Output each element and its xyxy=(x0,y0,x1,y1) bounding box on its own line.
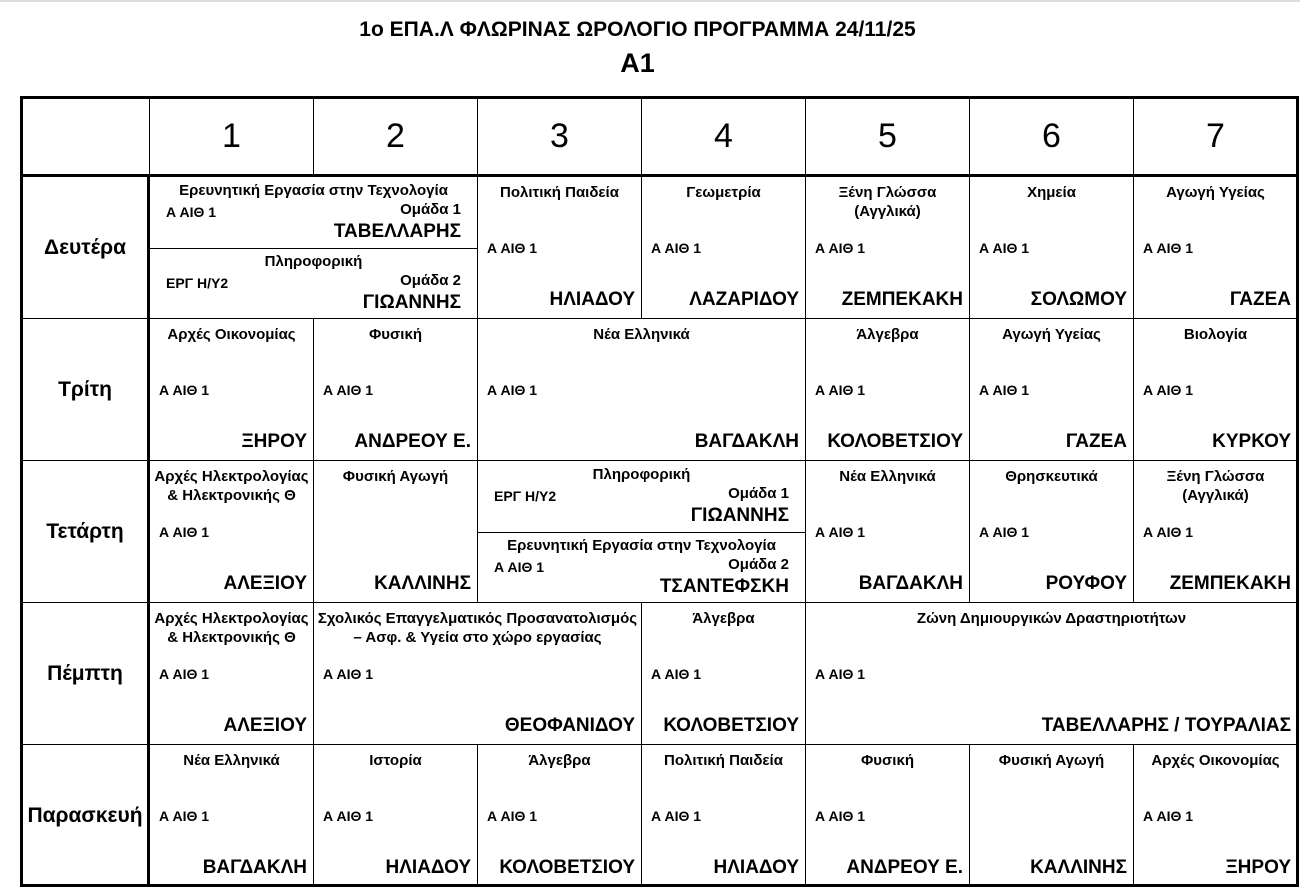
group-lesson xyxy=(150,177,477,249)
lesson-cell xyxy=(806,461,970,603)
lesson-cell xyxy=(150,461,314,603)
room-name: Α ΑΙΘ 1 xyxy=(1143,524,1194,540)
period-header: 2 xyxy=(314,99,478,177)
lesson-cell xyxy=(642,745,806,887)
room-name: Α ΑΙΘ 1 xyxy=(323,808,374,824)
period-header: 4 xyxy=(642,99,806,177)
lesson-cell xyxy=(970,461,1134,603)
room-name: Α ΑΙΘ 1 xyxy=(1143,240,1194,256)
room-name: Α ΑΙΘ 1 xyxy=(815,524,866,540)
teacher-name: ΑΛΕΞΙΟΥ xyxy=(223,573,307,594)
day-label: Τετάρτη xyxy=(23,461,150,603)
room-name: Α ΑΙΘ 1 xyxy=(159,524,210,540)
subject-name: Αγωγή Υγείας xyxy=(1002,326,1101,343)
lesson-cell xyxy=(970,177,1134,319)
subject-name: Ερευνητική Εργασία στην Τεχνολογία xyxy=(507,537,776,554)
subject-name: Πολιτική Παιδεία xyxy=(664,752,783,769)
lesson-cell xyxy=(150,319,314,461)
lesson-cell xyxy=(806,319,970,461)
room-name: Α ΑΙΘ 1 xyxy=(651,240,702,256)
room-name: Α ΑΙΘ 1 xyxy=(494,559,545,575)
teacher-name: ΚΑΛΛΙΝΗΣ xyxy=(374,573,471,594)
lesson-cell xyxy=(478,319,806,461)
teacher-name: ΖΕΜΠΕΚΑΚΗ xyxy=(1169,573,1291,594)
teacher-name: ΒΑΓΔΑΚΛΗ xyxy=(202,857,307,878)
teacher-name: ΖΕΜΠΕΚΑΚΗ xyxy=(841,289,963,310)
room-name: Α ΑΙΘ 1 xyxy=(979,382,1030,398)
lesson-cell xyxy=(314,745,478,887)
room-name: Α ΑΙΘ 1 xyxy=(323,382,374,398)
subject-name: Άλγεβρα xyxy=(856,326,919,343)
lesson-cell xyxy=(478,745,642,887)
group-lesson xyxy=(478,461,805,533)
lesson-cell xyxy=(806,745,970,887)
room-name: Α ΑΙΘ 1 xyxy=(1143,382,1194,398)
room-name: Α ΑΙΘ 1 xyxy=(651,808,702,824)
period-header: 6 xyxy=(970,99,1134,177)
subject-name: Φυσική Αγωγή xyxy=(998,752,1105,769)
timetable-grid xyxy=(20,96,1299,887)
teacher-name: ΒΑΓΔΑΚΛΗ xyxy=(694,431,799,452)
teacher-name: ΑΝΔΡΕΟΥ Ε. xyxy=(846,857,963,878)
subject-name: Γεωμετρία xyxy=(686,184,761,201)
lesson-cell xyxy=(314,603,642,745)
teacher-name: ΗΛΙΑΔΟΥ xyxy=(713,857,799,878)
subject-name: Αρχές Οικονομίας xyxy=(1151,752,1280,769)
teacher-name: ΗΛΙΑΔΟΥ xyxy=(549,289,635,310)
subject-name: Φυσική xyxy=(369,326,422,343)
period-header: 7 xyxy=(1134,99,1298,177)
teacher-name: ΑΛΕΞΙΟΥ xyxy=(223,715,307,736)
room-name: ΕΡΓ Η/Υ2 xyxy=(494,488,557,504)
lesson-cell xyxy=(314,319,478,461)
teacher-name: ΓΙΩΑΝΝΗΣ xyxy=(690,505,789,526)
room-name: Α ΑΙΘ 1 xyxy=(487,808,538,824)
lesson-cell xyxy=(806,177,970,319)
teacher-name: ΒΑΓΔΑΚΛΗ xyxy=(858,573,963,594)
teacher-name: ΡΟΥΦΟΥ xyxy=(1045,573,1127,594)
teacher-name: ΑΝΔΡΕΟΥ Ε. xyxy=(354,431,471,452)
period-header: 5 xyxy=(806,99,970,177)
subject-name: Ζώνη Δημιουργικών Δραστηριοτήτων xyxy=(916,610,1187,627)
period-header: 3 xyxy=(478,99,642,177)
room-name: Α ΑΙΘ 1 xyxy=(159,666,210,682)
lesson-cell xyxy=(150,177,478,319)
room-name: Α ΑΙΘ 1 xyxy=(323,666,374,682)
day-label: Δευτέρα xyxy=(23,177,150,319)
lesson-cell xyxy=(1134,177,1298,319)
subject-name: Νέα Ελληνικά xyxy=(593,326,690,343)
subject-name: Θρησκευτικά xyxy=(1005,468,1098,485)
room-name: Α ΑΙΘ 1 xyxy=(487,240,538,256)
room-name: Α ΑΙΘ 1 xyxy=(159,808,210,824)
teacher-name: ΚΑΛΛΙΝΗΣ xyxy=(1030,857,1127,878)
lesson-cell xyxy=(970,745,1134,887)
subject-name: Νέα Ελληνικά xyxy=(839,468,936,485)
subject-name: Άλγεβρα xyxy=(528,752,591,769)
corner-cell xyxy=(23,99,150,177)
teacher-name: ΚΥΡΚΟΥ xyxy=(1212,431,1291,452)
lesson-cell xyxy=(478,461,806,603)
lesson-cell xyxy=(642,177,806,319)
subject-name: Νέα Ελληνικά xyxy=(183,752,280,769)
group-name: Ομάδα 1 xyxy=(400,201,461,218)
subject-name: Αρχές Ηλεκτρολογίας & Ηλεκτρονικής Θ xyxy=(154,468,309,504)
lesson-cell xyxy=(642,603,806,745)
lesson-cell xyxy=(314,461,478,603)
teacher-name: ΤΣΑΝΤΕΦΣΚΗ xyxy=(659,576,789,597)
subject-name: Βιολογία xyxy=(1183,326,1248,343)
subject-name: Πληροφορική xyxy=(592,466,691,483)
subject-name: Ερευνητική Εργασία στην Τεχνολογία xyxy=(179,182,448,199)
document-title: 1ο ΕΠΑ.Λ ΦΛΩΡΙΝΑΣ ΩΡΟΛΟΓΙΟ ΠΡΟΓΡΑΜΜΑ 24/11/25 xyxy=(359,18,916,41)
subject-name: Ξένη Γλώσσα (Αγγλικά) xyxy=(838,184,937,220)
lesson-cell xyxy=(1134,319,1298,461)
teacher-name: ΘΕΟΦΑΝΙΔΟΥ xyxy=(504,715,635,736)
teacher-name: ΤΑΒΕΛΛΑΡΗΣ / ΤΟΥΡΑΛΙΑΣ xyxy=(1041,715,1291,736)
day-label: Πέμπτη xyxy=(23,603,150,745)
room-name: Α ΑΙΘ 1 xyxy=(815,808,866,824)
room-name: Α ΑΙΘ 1 xyxy=(651,666,702,682)
period-header: 1 xyxy=(150,99,314,177)
teacher-name: ΗΛΙΑΔΟΥ xyxy=(385,857,471,878)
teacher-name: ΓΑΖΕΑ xyxy=(1065,431,1127,452)
lesson-cell xyxy=(150,603,314,745)
group-name: Ομάδα 2 xyxy=(728,556,789,573)
teacher-name: ΛΑΖΑΡΙΔΟΥ xyxy=(689,289,799,310)
room-name: Α ΑΙΘ 1 xyxy=(979,240,1030,256)
day-label: Τρίτη xyxy=(23,319,150,461)
teacher-name: ΚΟΛΟΒΕΤΣΙΟΥ xyxy=(663,715,799,736)
subject-name: Αρχές Ηλεκτρολογίας & Ηλεκτρονικής Θ xyxy=(154,610,309,646)
teacher-name: ΞΗΡΟΥ xyxy=(241,431,307,452)
subject-name: Άλγεβρα xyxy=(692,610,755,627)
subject-name: Ιστορία xyxy=(369,752,422,769)
lesson-cell xyxy=(1134,745,1298,887)
subject-name: Χημεία xyxy=(1027,184,1076,201)
subject-name: Αγωγή Υγείας xyxy=(1166,184,1265,201)
room-name: Α ΑΙΘ 1 xyxy=(487,382,538,398)
room-name: Α ΑΙΘ 1 xyxy=(166,204,217,220)
group-lesson xyxy=(150,248,477,319)
subject-name: Φυσική Αγωγή xyxy=(342,468,449,485)
group-lesson xyxy=(478,532,805,603)
subject-name: Σχολικός Επαγγελματικός Προσανατολισμός – Ασφ. & Υγεία στο χώρο εργασίας xyxy=(317,610,638,646)
lesson-cell xyxy=(478,177,642,319)
lesson-cell xyxy=(970,319,1134,461)
room-name: Α ΑΙΘ 1 xyxy=(815,382,866,398)
class-name: Α1 xyxy=(620,48,655,78)
teacher-name: ΓΑΖΕΑ xyxy=(1229,289,1291,310)
subject-name: Ξένη Γλώσσα (Αγγλικά) xyxy=(1166,468,1265,504)
teacher-name: ΓΙΩΑΝΝΗΣ xyxy=(362,292,461,313)
room-name: Α ΑΙΘ 1 xyxy=(159,382,210,398)
teacher-name: ΚΟΛΟΒΕΤΣΙΟΥ xyxy=(827,431,963,452)
teacher-name: ΞΗΡΟΥ xyxy=(1225,857,1291,878)
lesson-cell xyxy=(1134,461,1298,603)
day-label: Παρασκευή xyxy=(23,745,150,887)
teacher-name: ΤΑΒΕΛΛΑΡΗΣ xyxy=(333,221,461,242)
room-name: Α ΑΙΘ 1 xyxy=(979,524,1030,540)
group-name: Ομάδα 1 xyxy=(728,485,789,502)
teacher-name: ΣΟΛΩΜΟΥ xyxy=(1030,289,1127,310)
lesson-cell xyxy=(806,603,1298,745)
room-name: ΕΡΓ Η/Υ2 xyxy=(166,275,229,291)
room-name: Α ΑΙΘ 1 xyxy=(1143,808,1194,824)
room-name: Α ΑΙΘ 1 xyxy=(815,666,866,682)
subject-name: Πολιτική Παιδεία xyxy=(500,184,619,201)
teacher-name: ΚΟΛΟΒΕΤΣΙΟΥ xyxy=(499,857,635,878)
subject-name: Φυσική xyxy=(861,752,914,769)
room-name: Α ΑΙΘ 1 xyxy=(815,240,866,256)
lesson-cell xyxy=(150,745,314,887)
group-name: Ομάδα 2 xyxy=(400,272,461,289)
subject-name: Αρχές Οικονομίας xyxy=(167,326,296,343)
subject-name: Πληροφορική xyxy=(264,253,363,270)
